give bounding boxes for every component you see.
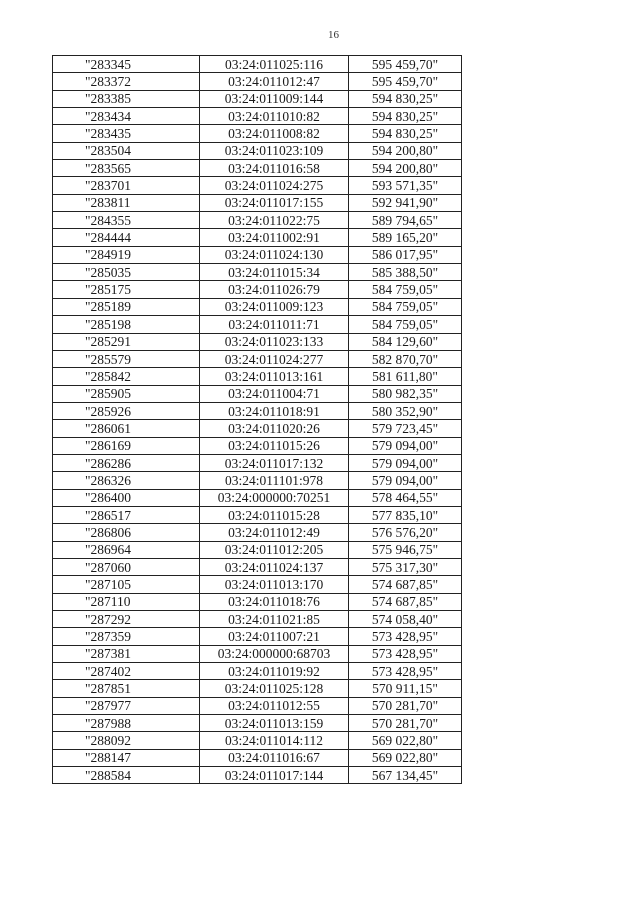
table-row xyxy=(53,454,462,471)
cadastral-value-cell: 579 094,00" xyxy=(349,454,462,471)
cadastral-value-cell: 576 576,20" xyxy=(349,524,462,541)
cadastral-value-cell: 579 094,00" xyxy=(349,437,462,454)
cadastral-number-cell: 03:24:011021:85 xyxy=(200,611,349,628)
cadastral-value-cell: 570 281,70" xyxy=(349,697,462,714)
table-row xyxy=(53,56,462,73)
cadastral-number-cell: 03:24:011010:82 xyxy=(200,108,349,125)
object-id-cell: "286964 xyxy=(53,541,200,558)
cadastral-value-cell: 579 094,00" xyxy=(349,472,462,489)
cadastral-value-cell: 584 129,60" xyxy=(349,333,462,350)
cadastral-number-cell: 03:24:011023:109 xyxy=(200,142,349,159)
object-id-cell: "284919 xyxy=(53,246,200,263)
object-id-cell: "283701 xyxy=(53,177,200,194)
table-row xyxy=(53,73,462,90)
cadastral-value-cell: 570 911,15" xyxy=(349,680,462,697)
table-row xyxy=(53,680,462,697)
object-id-cell: "287110 xyxy=(53,593,200,610)
cadastral-value-cell: 580 982,35" xyxy=(349,385,462,402)
table-row xyxy=(53,402,462,419)
object-id-cell: "285579 xyxy=(53,350,200,367)
cadastral-number-cell: 03:24:011101:978 xyxy=(200,472,349,489)
cadastral-number-cell: 03:24:011009:144 xyxy=(200,90,349,107)
cadastral-value-cell: 574 687,85" xyxy=(349,576,462,593)
object-id-cell: "286061 xyxy=(53,420,200,437)
table-row xyxy=(53,125,462,142)
table-row xyxy=(53,212,462,229)
table-row xyxy=(53,593,462,610)
object-id-cell: "286400 xyxy=(53,489,200,506)
table-row xyxy=(53,142,462,159)
cadastral-number-cell: 03:24:011020:26 xyxy=(200,420,349,437)
cadastral-value-cell: 578 464,55" xyxy=(349,489,462,506)
cadastral-number-cell: 03:24:011018:91 xyxy=(200,402,349,419)
cadastral-value-cell: 573 428,95" xyxy=(349,645,462,662)
cadastral-value-cell: 584 759,05" xyxy=(349,281,462,298)
table-row xyxy=(53,90,462,107)
table-row xyxy=(53,489,462,506)
object-id-cell: "283345 xyxy=(53,56,200,73)
cadastral-number-cell: 03:24:011008:82 xyxy=(200,125,349,142)
cadastral-number-cell: 03:24:011018:76 xyxy=(200,593,349,610)
cadastral-value-cell: 570 281,70" xyxy=(349,715,462,732)
table-row xyxy=(53,264,462,281)
page-number: 16 xyxy=(328,29,339,41)
object-id-cell: "285035 xyxy=(53,264,200,281)
cadastral-value-cell: 589 794,65" xyxy=(349,212,462,229)
object-id-cell: "285198 xyxy=(53,316,200,333)
object-id-cell: "284444 xyxy=(53,229,200,246)
table-body xyxy=(53,56,462,784)
cadastral-number-cell: 03:24:011013:161 xyxy=(200,368,349,385)
cadastral-number-cell: 03:24:011012:55 xyxy=(200,697,349,714)
table-row xyxy=(53,697,462,714)
cadastral-number-cell: 03:24:011017:132 xyxy=(200,454,349,471)
cadastral-number-cell: 03:24:011025:116 xyxy=(200,56,349,73)
object-id-cell: "285291 xyxy=(53,333,200,350)
object-id-cell: "283434 xyxy=(53,108,200,125)
object-id-cell: "287105 xyxy=(53,576,200,593)
object-id-cell: "286326 xyxy=(53,472,200,489)
object-id-cell: "285189 xyxy=(53,298,200,315)
table-row xyxy=(53,645,462,662)
cadastral-number-cell: 03:24:011009:123 xyxy=(200,298,349,315)
object-id-cell: "286806 xyxy=(53,524,200,541)
cadastral-number-cell: 03:24:011024:277 xyxy=(200,350,349,367)
object-id-cell: "283385 xyxy=(53,90,200,107)
cadastral-value-cell: 569 022,80" xyxy=(349,749,462,766)
table-row xyxy=(53,576,462,593)
object-id-cell: "283504 xyxy=(53,142,200,159)
object-id-cell: "285842 xyxy=(53,368,200,385)
cadastral-number-cell: 03:24:011016:58 xyxy=(200,160,349,177)
object-id-cell: "287292 xyxy=(53,611,200,628)
table-row xyxy=(53,229,462,246)
table-row xyxy=(53,628,462,645)
table-row xyxy=(53,420,462,437)
object-id-cell: "283565 xyxy=(53,160,200,177)
object-id-cell: "286169 xyxy=(53,437,200,454)
object-id-cell: "287359 xyxy=(53,628,200,645)
cadastral-number-cell: 03:24:011024:137 xyxy=(200,558,349,575)
cadastral-value-cell: 573 428,95" xyxy=(349,628,462,645)
cadastral-value-cell: 589 165,20" xyxy=(349,229,462,246)
cadastral-value-cell: 584 759,05" xyxy=(349,316,462,333)
cadastral-value-cell: 595 459,70" xyxy=(349,56,462,73)
object-id-cell: "287988 xyxy=(53,715,200,732)
cadastral-value-cell: 575 317,30" xyxy=(349,558,462,575)
object-id-cell: "287977 xyxy=(53,697,200,714)
cadastral-number-cell: 03:24:011012:49 xyxy=(200,524,349,541)
object-id-cell: "286286 xyxy=(53,454,200,471)
object-id-cell: "283435 xyxy=(53,125,200,142)
cadastral-value-table xyxy=(52,55,462,784)
cadastral-value-cell: 594 830,25" xyxy=(349,108,462,125)
table-row xyxy=(53,108,462,125)
cadastral-value-cell: 582 870,70" xyxy=(349,350,462,367)
cadastral-value-cell: 579 723,45" xyxy=(349,420,462,437)
table-row xyxy=(53,246,462,263)
cadastral-value-cell: 594 200,80" xyxy=(349,142,462,159)
table-row xyxy=(53,611,462,628)
cadastral-value-cell: 595 459,70" xyxy=(349,73,462,90)
object-id-cell: "287402 xyxy=(53,663,200,680)
object-id-cell: "283811 xyxy=(53,194,200,211)
table-row xyxy=(53,558,462,575)
table-row xyxy=(53,298,462,315)
cadastral-number-cell: 03:24:000000:68703 xyxy=(200,645,349,662)
cadastral-value-cell: 594 830,25" xyxy=(349,125,462,142)
table-row xyxy=(53,541,462,558)
object-id-cell: "287381 xyxy=(53,645,200,662)
table-row xyxy=(53,506,462,523)
cadastral-value-cell: 569 022,80" xyxy=(349,732,462,749)
table-row xyxy=(53,437,462,454)
cadastral-value-cell: 586 017,95" xyxy=(349,246,462,263)
cadastral-number-cell: 03:24:011017:155 xyxy=(200,194,349,211)
object-id-cell: "283372 xyxy=(53,73,200,90)
table-row xyxy=(53,316,462,333)
cadastral-value-cell: 573 428,95" xyxy=(349,663,462,680)
cadastral-value-cell: 592 941,90" xyxy=(349,194,462,211)
cadastral-number-cell: 03:24:011011:71 xyxy=(200,316,349,333)
object-id-cell: "287851 xyxy=(53,680,200,697)
object-id-cell: "286517 xyxy=(53,506,200,523)
cadastral-number-cell: 03:24:011023:133 xyxy=(200,333,349,350)
cadastral-number-cell: 03:24:011015:28 xyxy=(200,506,349,523)
cadastral-number-cell: 03:24:011012:47 xyxy=(200,73,349,90)
table-row xyxy=(53,281,462,298)
object-id-cell: "285905 xyxy=(53,385,200,402)
cadastral-number-cell: 03:24:011013:170 xyxy=(200,576,349,593)
cadastral-value-cell: 584 759,05" xyxy=(349,298,462,315)
cadastral-number-cell: 03:24:011013:159 xyxy=(200,715,349,732)
cadastral-number-cell: 03:24:011022:75 xyxy=(200,212,349,229)
table-row xyxy=(53,160,462,177)
object-id-cell: "287060 xyxy=(53,558,200,575)
cadastral-value-cell: 575 946,75" xyxy=(349,541,462,558)
object-id-cell: "285926 xyxy=(53,402,200,419)
cadastral-value-cell: 574 687,85" xyxy=(349,593,462,610)
table-row xyxy=(53,767,462,784)
table-row xyxy=(53,663,462,680)
cadastral-number-cell: 03:24:011025:128 xyxy=(200,680,349,697)
cadastral-number-cell: 03:24:011024:275 xyxy=(200,177,349,194)
table-row xyxy=(53,715,462,732)
object-id-cell: "288092 xyxy=(53,732,200,749)
table-row xyxy=(53,368,462,385)
table-row xyxy=(53,749,462,766)
table-row xyxy=(53,194,462,211)
object-id-cell: "285175 xyxy=(53,281,200,298)
cadastral-value-cell: 580 352,90" xyxy=(349,402,462,419)
object-id-cell: "288584 xyxy=(53,767,200,784)
cadastral-value-cell: 593 571,35" xyxy=(349,177,462,194)
cadastral-number-cell: 03:24:011017:144 xyxy=(200,767,349,784)
cadastral-number-cell: 03:24:011012:205 xyxy=(200,541,349,558)
cadastral-number-cell: 03:24:011002:91 xyxy=(200,229,349,246)
cadastral-number-cell: 03:24:011015:26 xyxy=(200,437,349,454)
cadastral-value-cell: 581 611,80" xyxy=(349,368,462,385)
table-row xyxy=(53,177,462,194)
table-row xyxy=(53,732,462,749)
table-row xyxy=(53,385,462,402)
cadastral-number-cell: 03:24:011007:21 xyxy=(200,628,349,645)
object-id-cell: "284355 xyxy=(53,212,200,229)
cadastral-number-cell: 03:24:011004:71 xyxy=(200,385,349,402)
cadastral-number-cell: 03:24:011015:34 xyxy=(200,264,349,281)
cadastral-number-cell: 03:24:011014:112 xyxy=(200,732,349,749)
table-row xyxy=(53,524,462,541)
cadastral-number-cell: 03:24:011024:130 xyxy=(200,246,349,263)
cadastral-number-cell: 03:24:011019:92 xyxy=(200,663,349,680)
cadastral-value-cell: 567 134,45" xyxy=(349,767,462,784)
cadastral-value-cell: 585 388,50" xyxy=(349,264,462,281)
table-row xyxy=(53,350,462,367)
cadastral-value-cell: 594 200,80" xyxy=(349,160,462,177)
cadastral-value-cell: 574 058,40" xyxy=(349,611,462,628)
cadastral-number-cell: 03:24:011016:67 xyxy=(200,749,349,766)
object-id-cell: "288147 xyxy=(53,749,200,766)
cadastral-value-cell: 594 830,25" xyxy=(349,90,462,107)
table-row xyxy=(53,333,462,350)
table-row xyxy=(53,472,462,489)
cadastral-number-cell: 03:24:000000:70251 xyxy=(200,489,349,506)
cadastral-number-cell: 03:24:011026:79 xyxy=(200,281,349,298)
cadastral-value-cell: 577 835,10" xyxy=(349,506,462,523)
